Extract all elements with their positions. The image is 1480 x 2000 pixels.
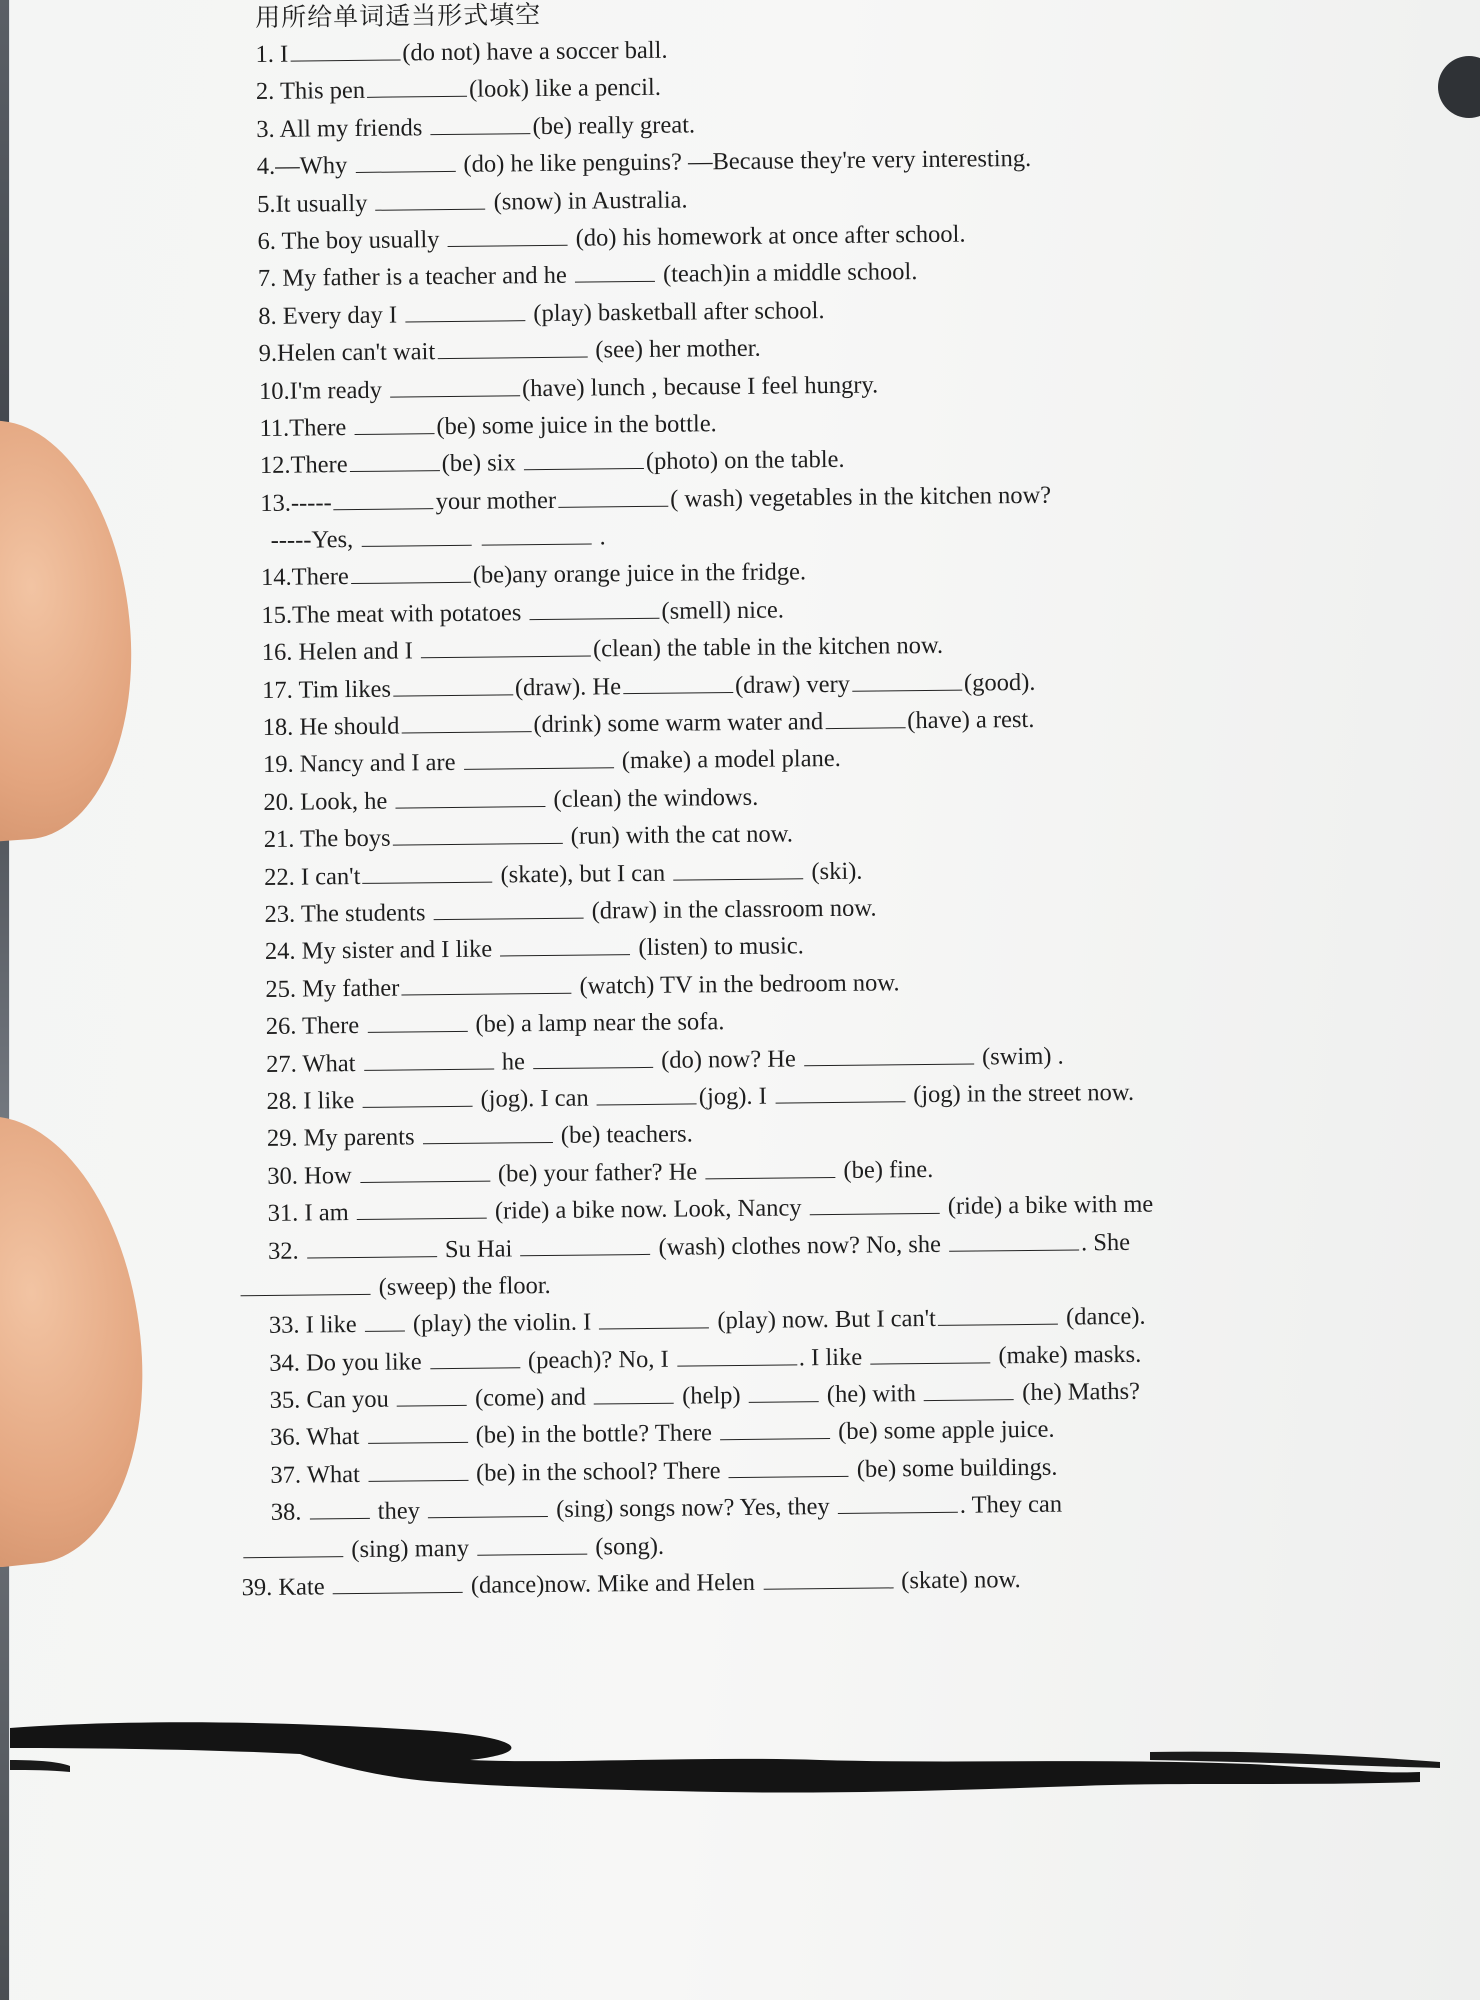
question-3: 3. All my friends (be) really great. [256, 111, 696, 143]
question-8: 8. Every day I (play) basketball after school. [258, 296, 825, 330]
question-16: 16. Helen and I (clean) the table in the kitchen now. [261, 632, 944, 667]
question-13: 13.----- your mother ( wash) vegetables in the kitchen now? [260, 481, 1052, 517]
worksheet-title: 用所给单词适当形式填空 [255, 0, 542, 32]
question-30: 30. How (be) your father? He (be) fine. [267, 1155, 934, 1190]
question-1: 1. I (do not) have a soccer ball. [255, 36, 668, 68]
question-2: 2. This pen (look) like a pencil. [255, 74, 662, 106]
question-26: 26. There (be) a lamp near the sofa. [265, 1008, 725, 1041]
question-28: 28. I like (jog). I can (jog). I (jog) in the street now. [266, 1078, 1135, 1115]
question-36: 36. What (be) in the bottle? There (be) some apple juice. [269, 1416, 1055, 1452]
question-34: 34. Do you like (peach)? No, I . I like (make) masks. [269, 1340, 1142, 1377]
question-19: 19. Nancy and I are (make) a model plane. [262, 745, 841, 779]
question-27: 27. What he (do) now? He (swim) . [266, 1042, 1064, 1078]
question-21: 21. The boys (run) with the cat now. [263, 820, 794, 854]
question-10: 10.I'm ready (have) lunch , because I feel hungry. [258, 371, 879, 405]
question-13-answer: -----Yes, . [270, 523, 606, 554]
question-15: 15.The meat with potatoes (smell) nice. [261, 596, 785, 629]
question-9: 9.Helen can't wait (see) her mother. [258, 334, 761, 368]
question-37: 37. What (be) in the school? There (be) some buildings. [270, 1453, 1058, 1489]
question-32-cont: (sweep) the floor. [238, 1259, 1268, 1307]
black-brush-stroke [0, 1690, 1480, 1800]
question-25: 25. My father (watch) TV in the bedroom now. [265, 969, 900, 1003]
exercise-sheet [241, 0, 1272, 1660]
question-29: 29. My parents (be) teachers. [266, 1120, 693, 1153]
question-32: 32. Su Hai (wash) clothes now? No, she . She [267, 1228, 1131, 1265]
question-23: 23. The students (draw) in the classroom now. [264, 894, 877, 928]
question-39: 39. Kate (dance)now. Mike and Helen (skate) now. [241, 1566, 1021, 1602]
question-24: 24. My sister and I like (listen) to music. [264, 932, 804, 966]
brush-stroke-left-tail [10, 1760, 70, 1772]
question-4: 4.—Why (do) he like penguins? —Because they're very interesting. [256, 145, 1032, 181]
question-7: 7. My father is a teacher and he (teach)in a middle school. [257, 258, 918, 293]
question-14: 14.There (be)any orange juice in the fridge. [260, 558, 807, 592]
question-31: 31. I am (ride) a bike now. Look, Nancy (ride) a bike with me [267, 1190, 1154, 1228]
question-18: 18. He should (drink) some warm water and (have) a rest. [262, 705, 1035, 741]
question-38: 38. they (sing) songs now? Yes, they . They can [270, 1490, 1063, 1527]
question-6: 6. The boy usually (do) his homework at once after school. [257, 220, 966, 255]
question-38-cont: (sing) many (song). [241, 1521, 1271, 1569]
question-33: 33. I like (play) the violin. I (play) now. But I can't (dance). [268, 1303, 1146, 1340]
question-22: 22. I can't (skate), but I can (ski). [264, 857, 863, 891]
question-5: 5.It usually (snow) in Australia. [256, 186, 688, 218]
question-17: 17. Tim likes (draw). He (draw) very (good). [262, 668, 1036, 704]
question-20: 20. Look, he (clean) the windows. [263, 783, 759, 816]
question-12: 12.There (be) six (photo) on the table. [259, 446, 845, 480]
question-35: 35. Can you (come) and (help) (he) with (he) Maths? [269, 1377, 1141, 1414]
question-11: 11.There (be) some juice in the bottle. [259, 410, 717, 442]
